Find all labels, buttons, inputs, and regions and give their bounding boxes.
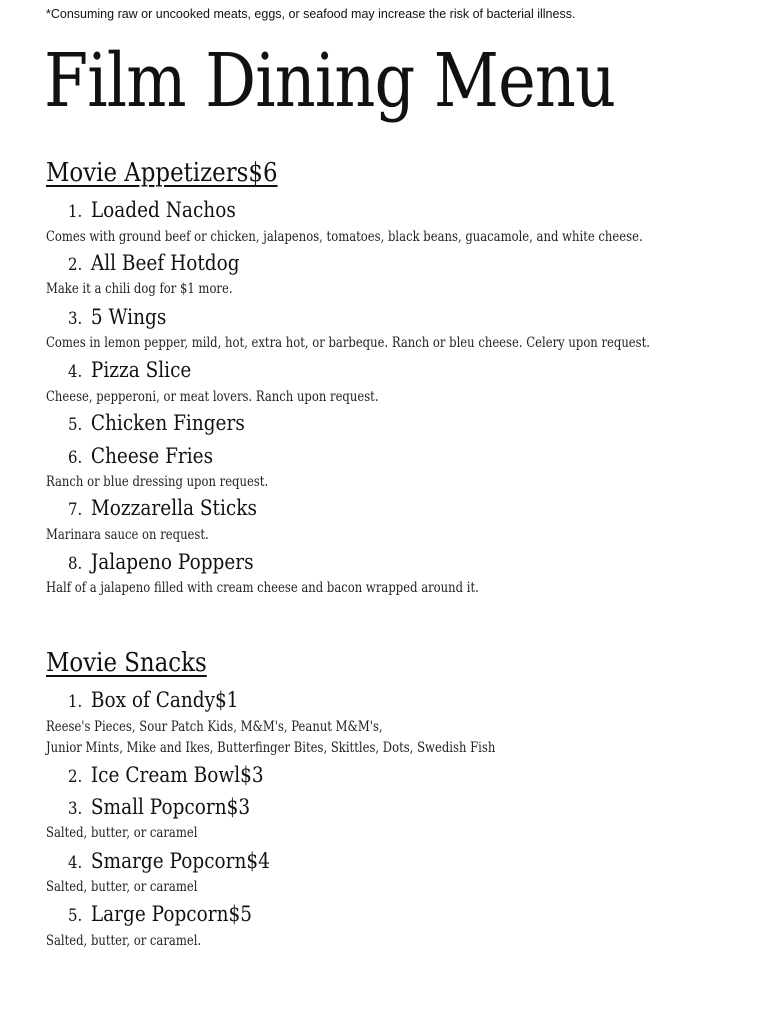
item-name: Smarge Popcorn$4 [90, 849, 270, 873]
item-name: All Beef Hotdog [90, 251, 240, 275]
menu-item [68, 253, 240, 274]
item-number: 4. [68, 853, 83, 873]
item-description: Ranch or blue dressing upon request. [46, 474, 269, 490]
item-name: Chicken Fingers [90, 411, 245, 435]
item-name: Ice Cream Bowl$3 [90, 763, 264, 787]
item-number: 2. [68, 255, 83, 275]
menu-item [68, 200, 236, 221]
item-number: 1. [68, 202, 83, 222]
menu-item [68, 765, 264, 786]
item-name: Loaded Nachos [90, 198, 236, 222]
menu-item [68, 552, 254, 573]
item-description: Salted, butter, or caramel. [46, 933, 202, 949]
menu-item [68, 307, 166, 328]
menu-item [68, 851, 270, 872]
item-description: Salted, butter, or caramel [46, 879, 198, 895]
menu-item [68, 690, 239, 711]
item-number: 5. [68, 415, 83, 435]
item-description: Marinara sauce on request. [46, 527, 209, 543]
menu-item [68, 498, 257, 519]
item-number: 4. [68, 362, 83, 382]
section-heading-snacks: Movie Snacks [46, 648, 207, 678]
item-number: 7. [68, 500, 83, 520]
menu-item [68, 797, 250, 818]
item-name: Small Popcorn$3 [90, 795, 251, 819]
disclaimer: *Consuming raw or uncooked meats, eggs, or seafood may increase the risk of bacterial illness. [46, 7, 576, 21]
item-number: 8. [68, 554, 83, 574]
item-description: Reese's Pieces, Sour Patch Kids, M&M's, Peanut M&M's, [46, 719, 383, 735]
item-name: 5 Wings [90, 305, 167, 329]
item-number: 6. [68, 448, 83, 468]
menu-item [68, 446, 213, 467]
item-description: Make it a chili dog for $1 more. [46, 281, 233, 297]
item-description: Comes in lemon pepper, mild, hot, extra hot, or barbeque. Ranch or bleu cheese. Celery upon request. [46, 335, 650, 351]
item-number: 5. [68, 906, 83, 926]
item-description: Junior Mints, Mike and Ikes, Butterfinger Bites, Skittles, Dots, Swedish Fish [46, 740, 496, 756]
menu-item [68, 904, 252, 925]
item-name: Jalapeno Poppers [90, 550, 254, 574]
item-number: 1. [68, 692, 83, 712]
item-number: 3. [68, 309, 83, 329]
item-number: 3. [68, 799, 83, 819]
section-heading-appetizers: Movie Appetizers$6 [46, 158, 278, 188]
item-description: Half of a jalapeno filled with cream cheese and bacon wrapped around it. [46, 580, 479, 596]
item-name: Mozzarella Sticks [90, 496, 257, 520]
item-number: 2. [68, 767, 83, 787]
item-description: Salted, butter, or caramel [46, 825, 198, 841]
menu-item [68, 360, 191, 381]
item-name: Box of Candy$1 [90, 688, 239, 712]
item-name: Pizza Slice [90, 358, 192, 382]
item-description: Cheese, pepperoni, or meat lovers. Ranch upon request. [46, 389, 379, 405]
menu-item [68, 413, 245, 434]
item-description: Comes with ground beef or chicken, jalapenos, tomatoes, black beans, guacamole, and white cheese. [46, 229, 643, 245]
item-name: Cheese Fries [90, 444, 214, 468]
item-name: Large Popcorn$5 [90, 902, 253, 926]
page-title: Film Dining Menu [44, 38, 616, 124]
